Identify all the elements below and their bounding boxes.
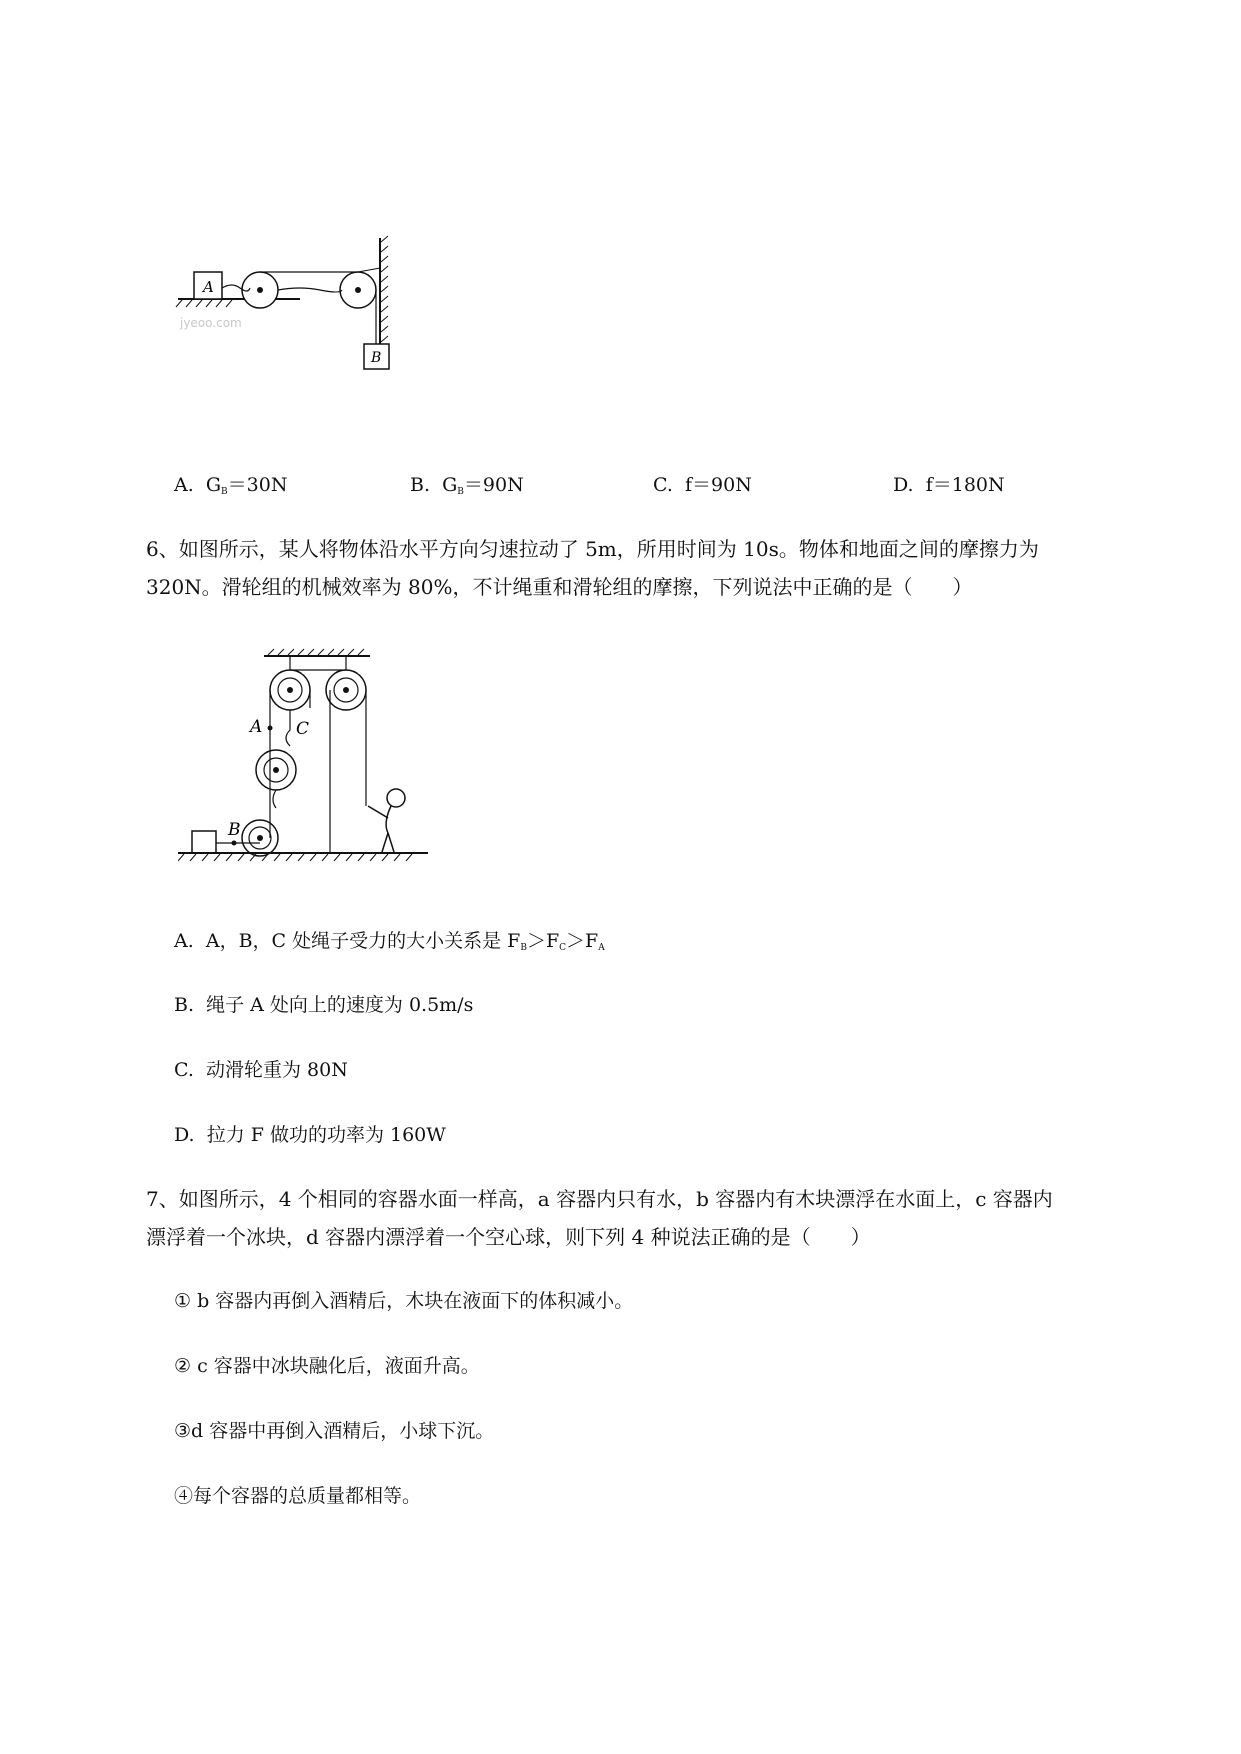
- q5-pulley-figure: [170, 228, 420, 378]
- q6-stem-line-1: 6、如图所示，某人将物体沿水平方向匀速拉动了 5m，所用时间为 10s。物体和地面之间的摩擦力为: [146, 537, 1039, 561]
- q6-pulley-figure: [178, 648, 438, 878]
- block: [192, 831, 216, 853]
- label-a: A: [250, 717, 263, 737]
- block-a-label: A: [203, 278, 214, 296]
- label-c: C: [296, 719, 310, 739]
- q6-option-d: D. 拉力 F 做功的功率为 160W: [174, 1124, 446, 1146]
- q6-option-a: A. A，B，C 处绳子受力的大小关系是 $F_B>F_C>F_A$: [174, 930, 605, 953]
- q5-option-b: B. $G_B=90N$: [410, 474, 524, 497]
- q6-stem-line-2: 320N。滑轮组的机械效率为 80%，不计绳重和滑轮组的摩擦，下列说法中正确的是（ ）: [146, 575, 973, 599]
- q7-statement-1: ① b 容器内再倒入酒精后，木块在液面下的体积减小。: [174, 1290, 634, 1312]
- q7-stem-line-1: 7、如图所示，4 个相同的容器水面一样高，a 容器内只有水，b 容器内有木块漂浮在水面上，c 容器内: [146, 1187, 1053, 1211]
- q7-statement-4: ④每个容器的总质量都相等。: [174, 1485, 422, 1507]
- label-b: B: [228, 820, 241, 840]
- q7-statement-3: ③d 容器中再倒入酒精后，小球下沉。: [174, 1420, 495, 1442]
- watermark: jyeoo.com: [180, 316, 242, 330]
- q7-statement-2: ② c 容器中冰块融化后，液面升高。: [174, 1355, 480, 1377]
- q5-option-a: A. $G_B=30N$: [174, 474, 288, 497]
- q5-option-c: C. f＝90N: [653, 474, 752, 496]
- q7-stem-line-2: 漂浮着一个冰块，d 容器内漂浮着一个空心球，则下列 4 种说法正确的是（ ）: [146, 1225, 871, 1249]
- q5-option-d: D. f＝180N: [893, 474, 1005, 496]
- q6-option-b: B. 绳子 A 处向上的速度为 0.5m/s: [174, 994, 474, 1016]
- block-b-label: B: [371, 350, 382, 366]
- q6-option-c: C. 动滑轮重为 80N: [174, 1059, 348, 1081]
- person: [368, 789, 405, 852]
